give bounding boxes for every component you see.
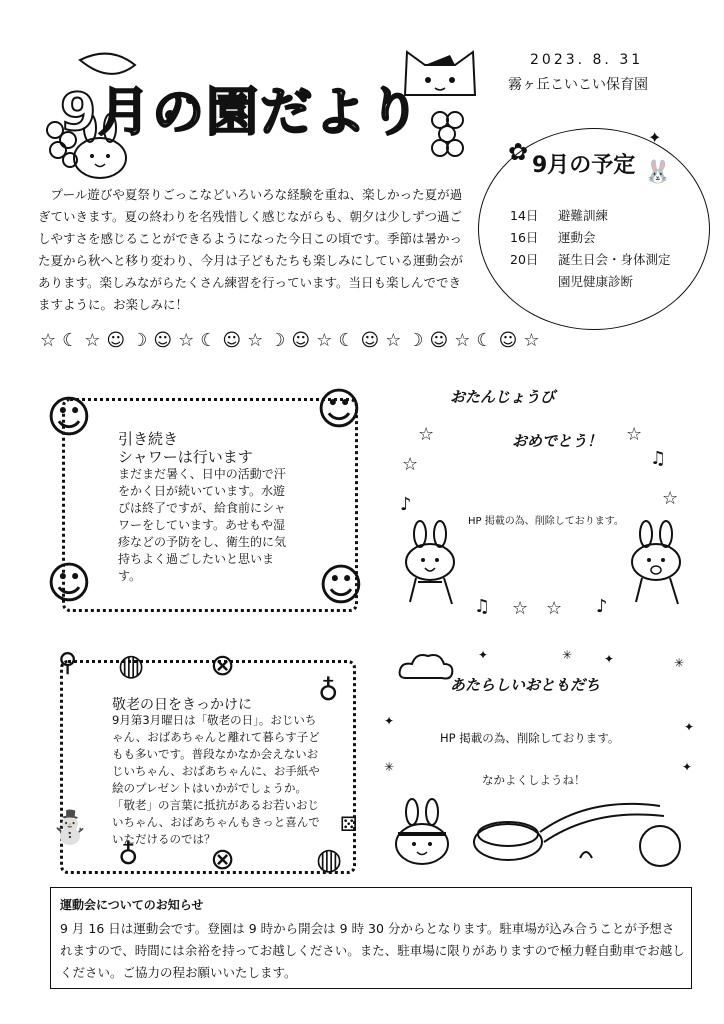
birthday-note: HP 掲載の為、削除しております。 xyxy=(468,516,624,527)
cloud-icon xyxy=(396,648,456,684)
star-icon: ☆ xyxy=(84,330,107,351)
newsletter-title: 9月の園だより xyxy=(60,83,423,143)
star-icon: ☆ xyxy=(402,454,419,475)
star-icon: ☆ xyxy=(546,598,563,619)
moon-face-icon: ☾ xyxy=(62,330,85,351)
sparkle-icon: ✦ xyxy=(684,720,695,734)
baby-face-icon: ☺ xyxy=(498,330,524,351)
baby-face-icon: ☺ xyxy=(153,330,179,351)
birthday-title-line2: おめでとう！ xyxy=(512,432,603,450)
schedule-item xyxy=(510,206,700,228)
baby-icon: ☺ xyxy=(46,392,92,443)
sparkle-icon: ✦ xyxy=(478,648,489,662)
schedule-day: 16日 xyxy=(510,230,539,245)
star-icon: ☆ xyxy=(523,330,546,351)
grape-cluster-icon xyxy=(420,100,480,170)
notice-title: 運動会についてのお知らせ xyxy=(60,898,204,912)
star-icon: ☆ xyxy=(178,330,201,351)
star-icon: ☆ xyxy=(316,330,339,351)
new-friends-note: HP 掲載の為、削除しております。 xyxy=(440,731,620,745)
ayatori-icon: ⊗ xyxy=(210,842,236,877)
baby-icon: ☺ xyxy=(46,558,92,609)
moon-face-icon: ☾ xyxy=(200,330,223,351)
moon-face-icon: ☽ xyxy=(407,330,430,351)
ball-icon: ◍ xyxy=(118,648,145,683)
sparkle-icon: ✳ xyxy=(384,760,395,774)
schedule-list xyxy=(510,206,700,294)
bamboo-dragonfly-icon: ⚲ xyxy=(58,648,78,678)
schedule-event: 園児健康診断 xyxy=(558,274,634,289)
star-icon: ☆ xyxy=(512,598,529,619)
star-icon: ☆ xyxy=(40,330,63,351)
dancing-rabbit-illustration xyxy=(398,520,468,610)
dice-icon: ⚄ xyxy=(340,812,358,836)
moon-face-icon: ☾ xyxy=(476,330,499,351)
decorative-border-row xyxy=(40,330,690,362)
sparkle-icon: ✦ xyxy=(604,652,615,666)
shower-body: まだまだ暑く、日中の活動で汗をかく日が続いています。水遊びは終了ですが、給食前にシャワーをしています。あせもや湿疹などの予防をし、衛生的に気持ちよく過ごしたいと思います。 xyxy=(118,467,287,583)
notice-body: 9 月 16 日は運動会です。登園は 9 時から開会は 9 時 30 分からとなります。駐車場が込み合うことが予想されますので、時間には余裕を持ってお越しください。また、駐車場に限りがありますので極力軽自動車でお越しください。ご協力の程お願いいたします。 xyxy=(60,921,685,980)
sparkle-icon: ✳ xyxy=(674,656,685,670)
star-icon: ☆ xyxy=(385,330,408,351)
ball-icon: ◍ xyxy=(316,842,343,877)
schedule-day xyxy=(510,272,558,294)
elders-body: 9月第3月曜日は「敬老の日」。おじいちゃん、おばあちゃんと離れて暮らす子どもも多いです。普段なかなか会えないおじいちゃん、おばあちゃんに、お手紙や絵のプレゼントはいかがでしょうか。「敬老」の言葉に抵抗があるお若いおじいちゃん、おばあちゃんもきっと喜んでいただけるのでは？ xyxy=(112,713,320,846)
cat-face-icon xyxy=(395,40,485,100)
music-note-icon: ♪ xyxy=(400,494,412,515)
schedule-event: 運動会 xyxy=(558,230,596,245)
kendama-icon: ♁ xyxy=(318,674,339,707)
tug-of-war-rope-illustration xyxy=(460,796,700,876)
schedule-item xyxy=(510,228,700,250)
schedule-day: 14日 xyxy=(510,208,539,223)
moon-face-icon: ☽ xyxy=(269,330,292,351)
shower-heading-line2: シャワーは行います xyxy=(118,448,253,466)
shower-heading-line1: 引き続き xyxy=(118,430,179,448)
rabbit-with-headband-illustration xyxy=(384,798,464,878)
star-icon: ☆ xyxy=(626,424,643,445)
music-note-icon: ♫ xyxy=(650,448,667,469)
birthday-title-line1: おたんじょうび xyxy=(450,388,556,406)
baby-icon: ☺ xyxy=(318,560,364,611)
star-icon: ☆ xyxy=(662,488,679,509)
rabbit-icon: 🐰 xyxy=(644,160,672,185)
music-note-icon: ♪ xyxy=(596,596,608,617)
schedule-event: 誕生日会・身体測定 xyxy=(558,252,671,267)
school-name: 霧ヶ丘こいこい保育園 xyxy=(508,77,648,93)
sparkle-icon: ✦ xyxy=(682,760,693,774)
baby-face-icon: ☺ xyxy=(222,330,248,351)
music-note-icon: ♫ xyxy=(474,596,491,617)
baby-face-icon: ☺ xyxy=(106,330,132,351)
schedule-item xyxy=(510,272,700,294)
schedule-event: 避難訓練 xyxy=(558,208,609,223)
schedule-day: 20日 xyxy=(510,252,539,267)
dancing-rabbit-illustration xyxy=(624,520,694,610)
elders-heading: 敬老の日をきっかけに xyxy=(112,697,252,713)
baby-face-icon: ☺ xyxy=(429,330,455,351)
new-friends-message: なかよくしようね！ xyxy=(482,773,586,787)
baby-face-icon: ☺ xyxy=(291,330,317,351)
schedule-title: 9月の予定 xyxy=(532,153,636,178)
moon-face-icon: ☽ xyxy=(131,330,154,351)
sunflower-icon: ✿ xyxy=(508,138,529,166)
star-icon: ☆ xyxy=(247,330,270,351)
moon-face-icon: ☾ xyxy=(338,330,361,351)
sparkle-icon: ✳ xyxy=(562,648,573,662)
bee-icon: ✦ xyxy=(648,128,662,147)
star-icon: ☆ xyxy=(454,330,477,351)
issue-date: 2023. 8. 31 xyxy=(530,52,644,68)
baby-with-hat-icon: ☺ xyxy=(316,384,362,435)
new-friends-title: あたらしいおともだち xyxy=(450,676,601,694)
star-icon: ☆ xyxy=(418,424,435,445)
kendama-icon: ♁ xyxy=(118,838,139,871)
baby-face-icon: ☺ xyxy=(360,330,386,351)
schedule-item xyxy=(510,250,700,272)
sparkle-icon: ✦ xyxy=(384,714,395,728)
daruma-toy-icon: ⛄ xyxy=(50,808,90,846)
intro-paragraph: プール遊びや夏祭りごっこなどいろいろな経験を重ね、楽しかった夏が過ぎていきます。夏の終わりを名残惜しく感じながらも、朝夕は少しずつ過ごしやすさを感じることができるようになった今日この頃です。季節は暑かった夏から秋へと移り変わり、今月は子どもたちも楽しみにしている運動会があります。楽しみながらたくさん練習を行っています。当日も楽しんでできますように。お楽しみに！ xyxy=(38,187,464,312)
ayatori-icon: ⊗ xyxy=(210,648,236,683)
